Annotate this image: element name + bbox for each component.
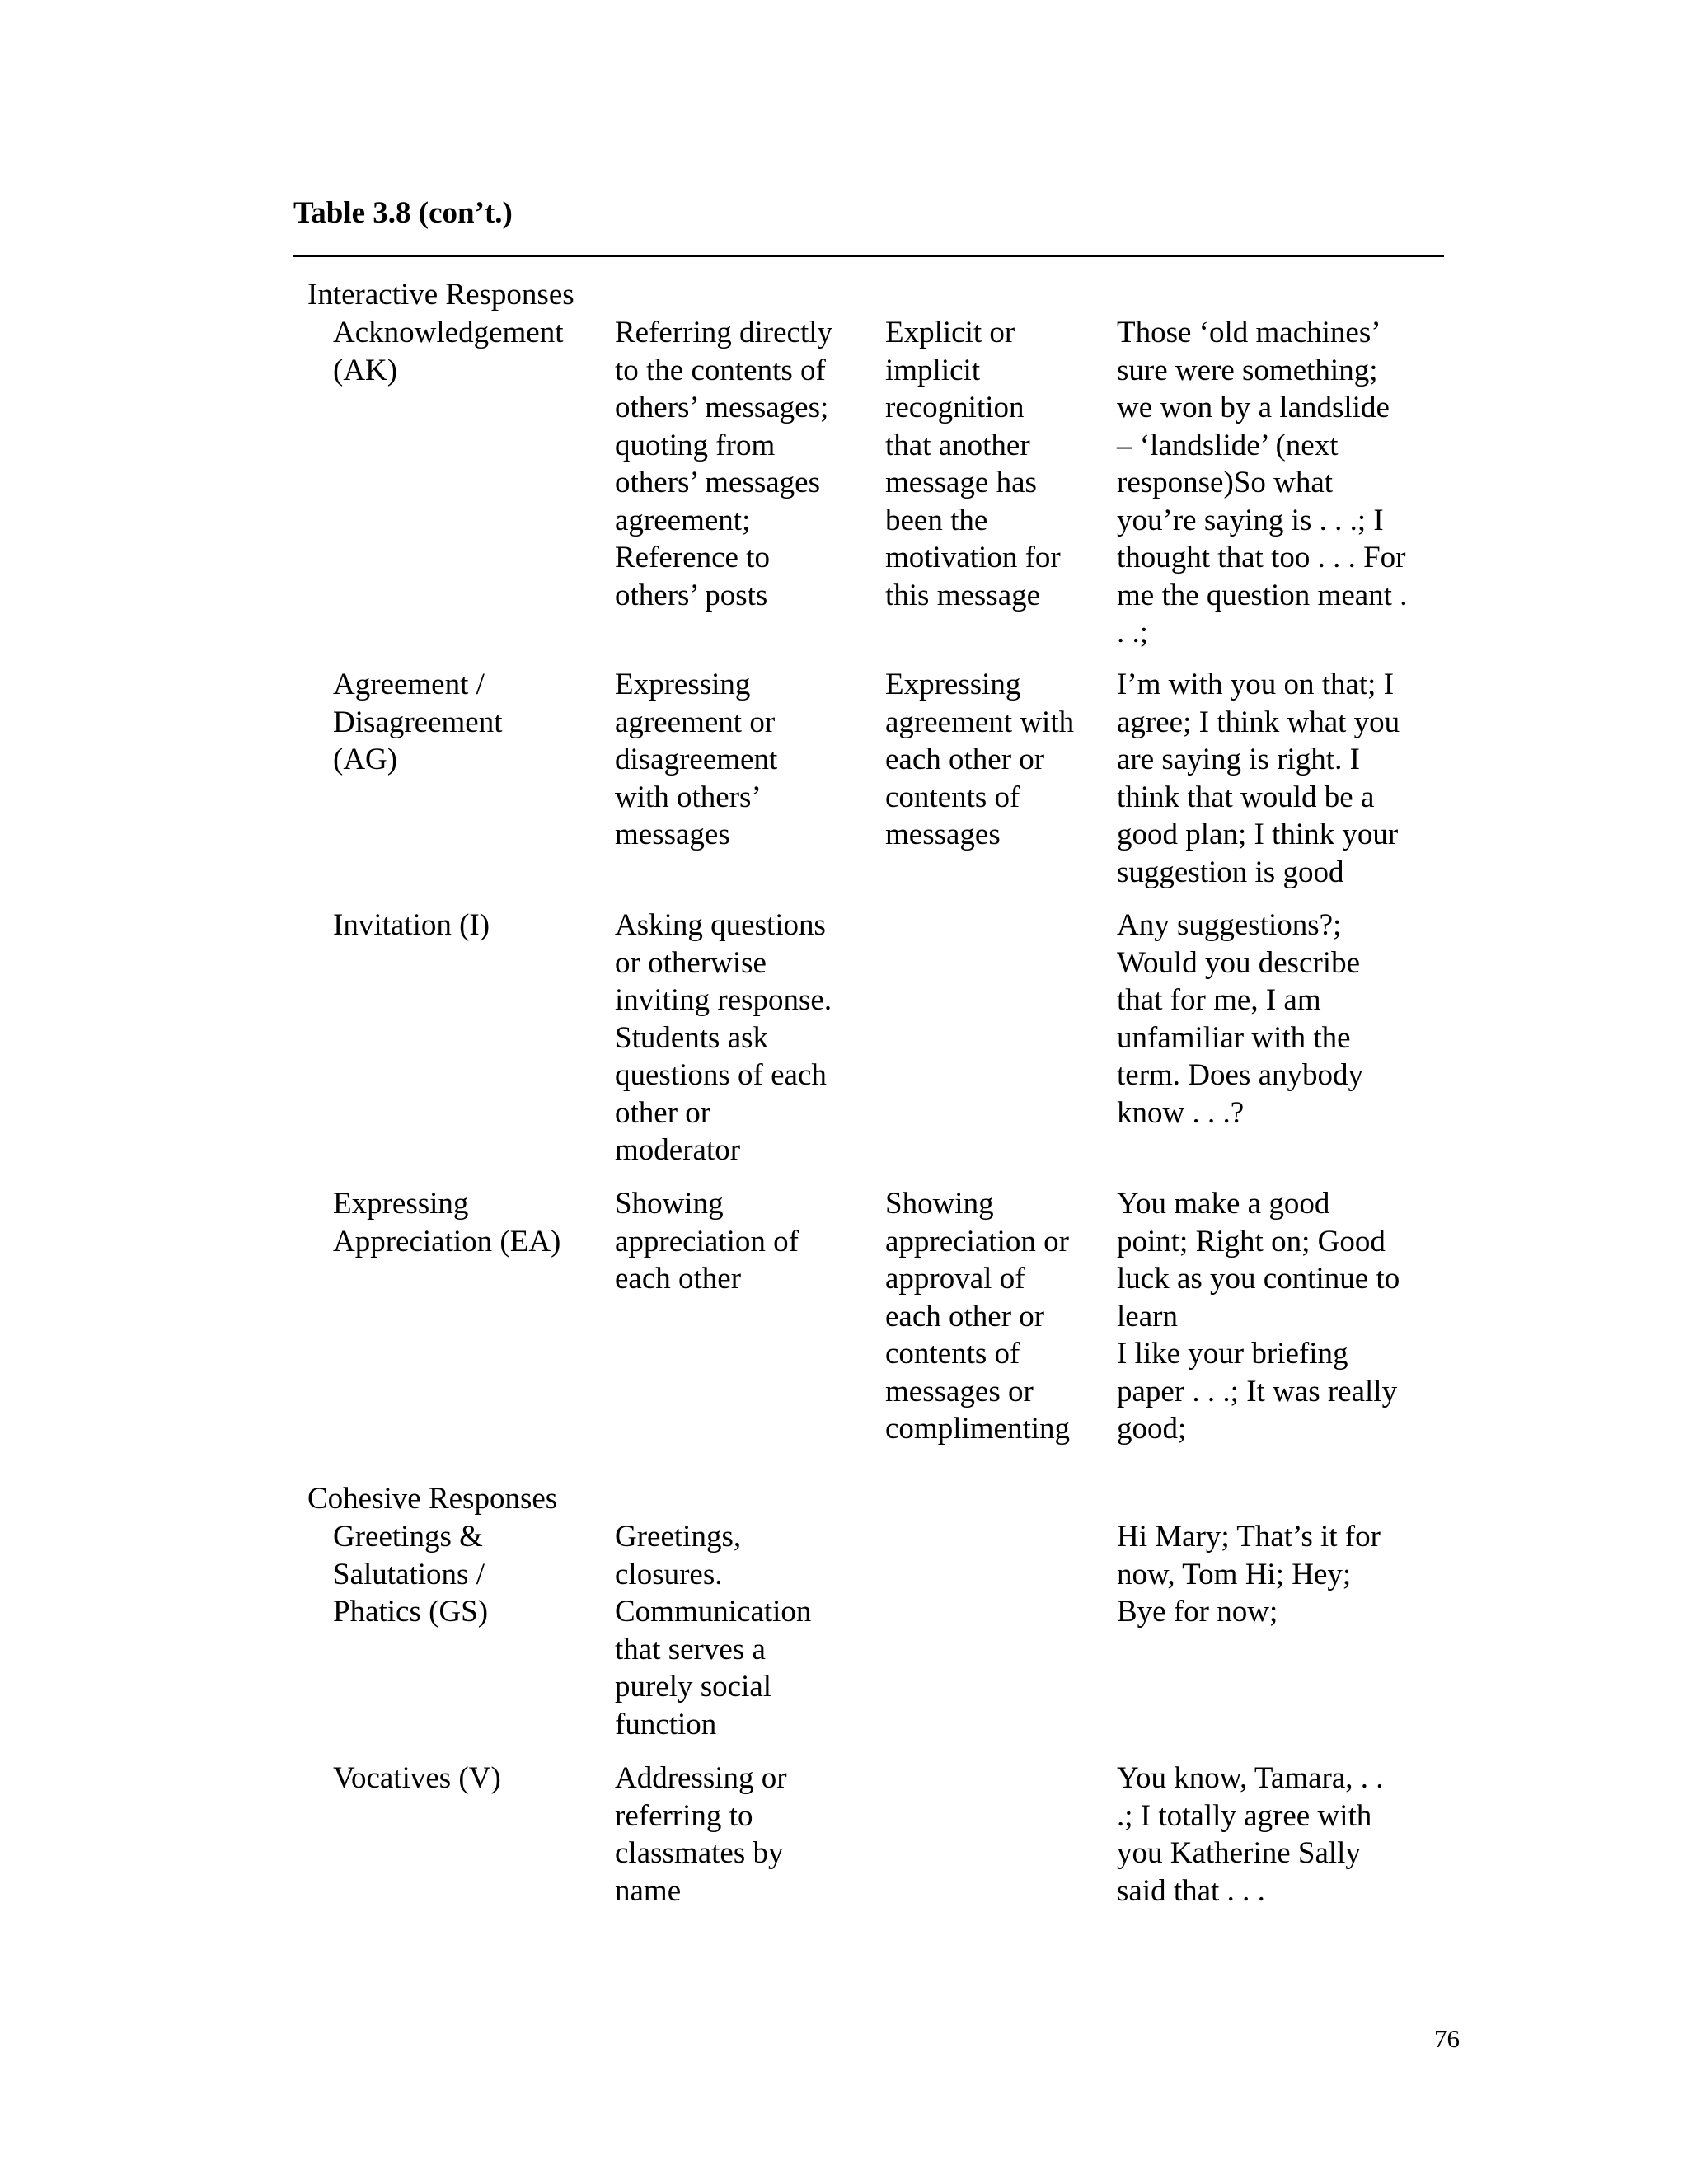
- category-definition: Greetings, closures. Communication that serves a purely social function: [615, 1520, 812, 1741]
- category-example: Hi Mary; That’s it for now, Tom Hi; Hey; Bye for now;: [1117, 1520, 1381, 1629]
- section-heading-cohesive: Cohesive Responses: [307, 1482, 558, 1516]
- category-example: I’m with you on that; I agree; I think what you are saying is right. I think that would be a good plan; I think your suggestion is good: [1117, 668, 1400, 889]
- section-heading-interactive: Interactive Responses: [307, 278, 574, 312]
- category-example: You know, Tamara, . . .; I totally agree with you Katherine Sally said that . . .: [1117, 1761, 1384, 1908]
- category-name: Invitation (I): [333, 908, 490, 942]
- category-definition: Asking questions or otherwise inviting response. Students ask questions of each other or moderator: [615, 908, 832, 1167]
- category-name: Acknowledgement (AK): [333, 316, 564, 387]
- category-name: Expressing Appreciation (EA): [333, 1187, 561, 1258]
- category-name: Vocatives (V): [333, 1761, 501, 1795]
- category-indicator: Explicit or implicit recognition that another message has been the motivation for this message: [885, 316, 1061, 612]
- category-name: Greetings & Salutations / Phatics (GS): [333, 1520, 489, 1629]
- category-definition: Referring directly to the contents of others’ messages; quoting from others’ messages agreement; Reference to others’ posts: [615, 316, 833, 612]
- category-example: You make a good point; Right on; Good luck as you continue to learn I like your briefing paper . . .; It was really good;: [1117, 1187, 1400, 1446]
- category-example: Those ‘old machines’ sure were something; we won by a landslide – ‘landslide’ (next response)So what you’re saying is . . .; I thought that too . . . For me the question meant . . .;: [1117, 316, 1408, 649]
- category-definition: Expressing agreement or disagreement with others’ messages: [615, 668, 778, 851]
- page-number: 76: [1434, 2024, 1460, 2053]
- category-example: Any suggestions?; Would you describe that for me, I am unfamiliar with the term. Does anybody know . . .?: [1117, 908, 1364, 1130]
- category-definition: Addressing or referring to classmates by name: [615, 1761, 787, 1908]
- category-indicator: Expressing agreement with each other or contents of messages: [885, 668, 1075, 851]
- category-indicator: Showing appreciation or approval of each other or contents of messages or complimenting: [885, 1187, 1071, 1446]
- table-title: Table 3.8 (con’t.): [293, 196, 513, 230]
- category-name: Agreement / Disagreement (AG): [333, 668, 503, 776]
- category-definition: Showing appreciation of each other: [615, 1187, 799, 1296]
